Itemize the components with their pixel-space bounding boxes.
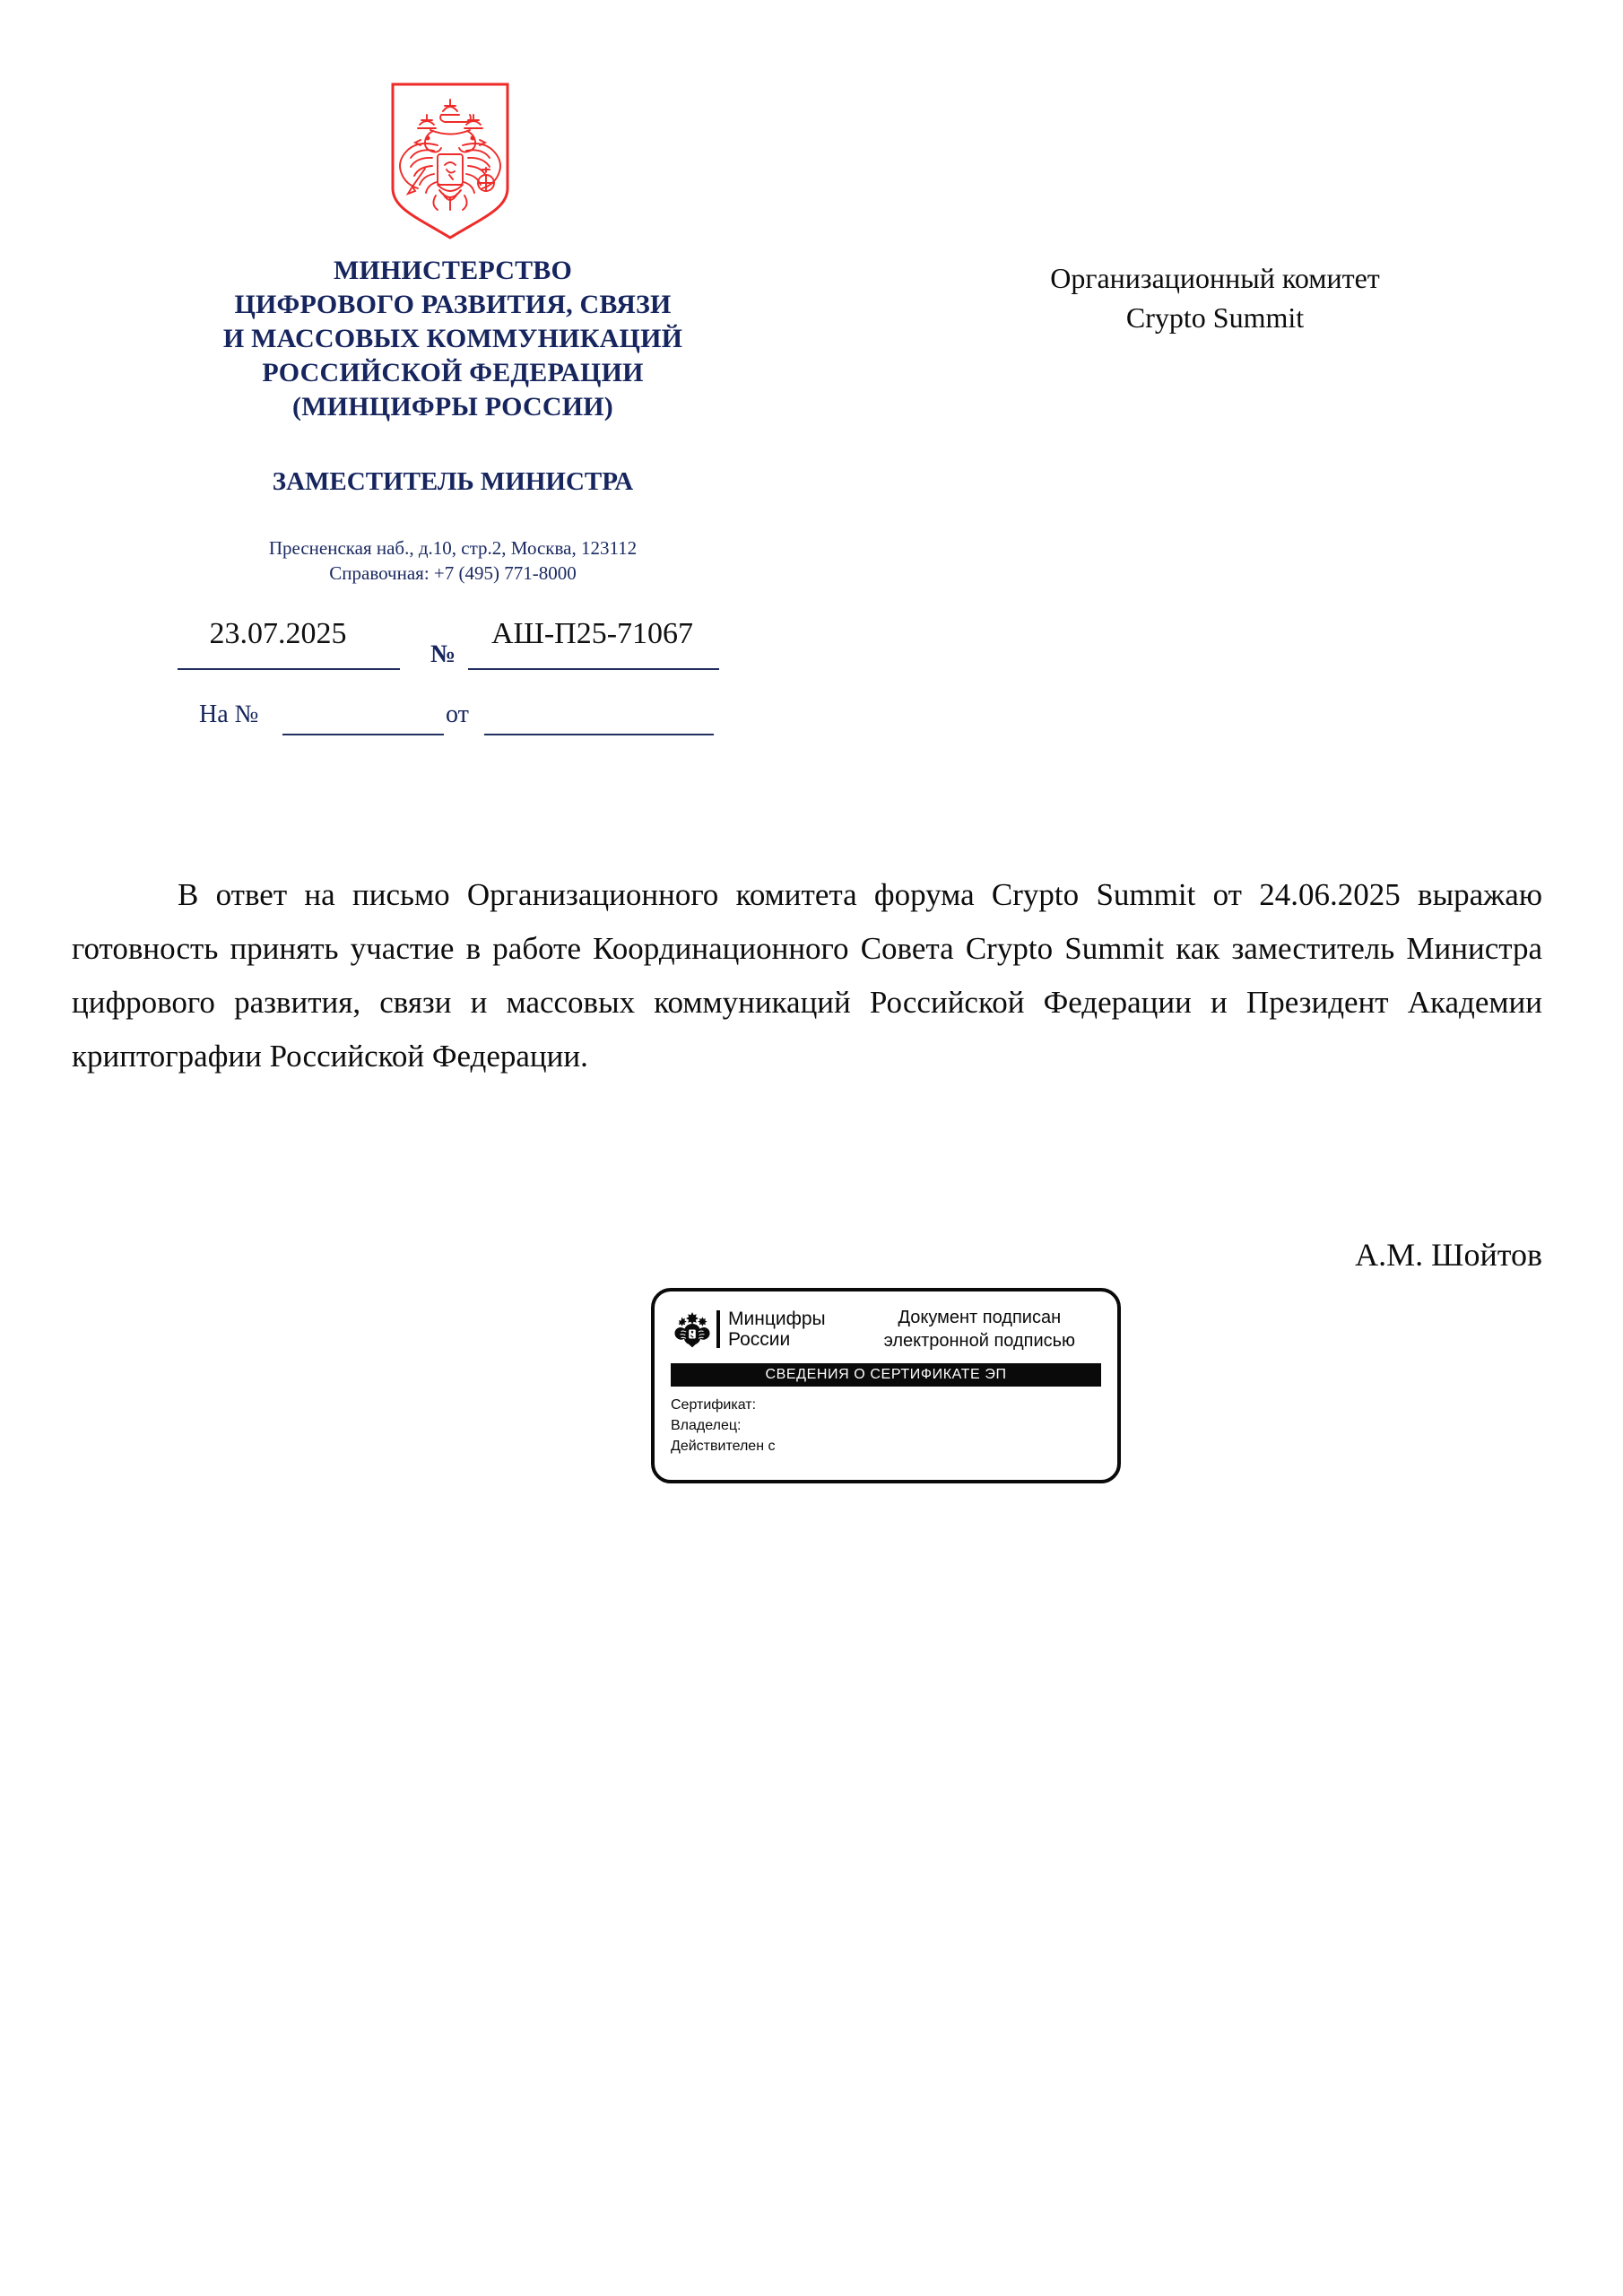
stamp-owner-row bbox=[671, 1415, 1117, 1436]
document-date-value: 23.07.2025 bbox=[209, 617, 347, 650]
document-number-rule bbox=[468, 668, 719, 670]
ministry-line-4: РОССИЙСКОЙ ФЕДЕРАЦИИ bbox=[262, 358, 644, 387]
addressee-line-2: Crypto Summit bbox=[1125, 301, 1305, 334]
stamp-band-title: СВЕДЕНИЯ О СЕРТИФИКАТЕ ЭП bbox=[671, 1363, 1101, 1387]
incoming-date-label: от bbox=[446, 700, 469, 728]
incoming-date-rule bbox=[484, 734, 714, 735]
incoming-number-label: На № bbox=[199, 700, 259, 728]
stamp-brand-line-1: Минцифры bbox=[728, 1309, 826, 1329]
stamp-certificate-label: Сертификат: bbox=[671, 1397, 757, 1413]
ministry-line-2: ЦИФРОВОГО РАЗВИТИЯ, СВЯЗИ bbox=[234, 290, 672, 319]
stamp-brand-line-2: России bbox=[728, 1329, 791, 1350]
stamp-signed-notice bbox=[842, 1306, 1117, 1352]
stamp-valid-from-row bbox=[671, 1436, 1117, 1457]
digital-signature-stamp bbox=[651, 1288, 1121, 1483]
stamp-owner-label: Владелец: bbox=[671, 1418, 742, 1433]
letter-body-paragraph: В ответ на письмо Организационного комитета форума Crypto Summit от 24.06.2025 выражаю готовность принять участие в работе Координационного Совета Crypto Summit как заместитель Министра цифрового развития, связи и массовых коммуникаций Российской Федерации и Президент Академии криптографии Российской Федерации. bbox=[72, 877, 1542, 1074]
addressee-block bbox=[906, 258, 1524, 337]
document-date-rule bbox=[178, 668, 400, 670]
reference-phone: Справочная: +7 (495) 771-8000 bbox=[329, 562, 577, 584]
stamp-certificate-row bbox=[671, 1395, 1117, 1415]
mincifry-eagle-icon bbox=[674, 1310, 710, 1348]
stamp-header bbox=[655, 1292, 1117, 1352]
postal-address: Пресненская наб., д.10, стр.2, Москва, 123112 bbox=[268, 537, 638, 559]
stamp-brand bbox=[728, 1309, 826, 1350]
stamp-signed-line-2: электронной подписью bbox=[883, 1331, 1076, 1351]
document-number-value: АШ-П25-71067 bbox=[491, 617, 694, 650]
addressee-line-1: Организационный комитет bbox=[1050, 262, 1380, 294]
stamp-divider bbox=[716, 1310, 720, 1348]
stamp-signed-line-1: Документ подписан bbox=[898, 1308, 1062, 1327]
post-title: ЗАМЕСТИТЕЛЬ МИНИСТРА bbox=[272, 467, 634, 496]
incoming-number-rule bbox=[282, 734, 444, 735]
document-number-label: № bbox=[430, 640, 456, 668]
stamp-valid-from-label: Действителен с bbox=[671, 1439, 776, 1454]
stamp-certificate-details bbox=[671, 1395, 1117, 1457]
ministry-line-3: И МАССОВЫХ КОММУНИКАЦИЙ bbox=[222, 324, 683, 353]
ministry-line-5: (МИНЦИФРЫ РОССИИ) bbox=[292, 392, 613, 422]
signatory-name: А.М. Шойтов bbox=[1355, 1237, 1542, 1273]
ministry-line-1: МИНИСТЕРСТВО bbox=[333, 256, 573, 285]
